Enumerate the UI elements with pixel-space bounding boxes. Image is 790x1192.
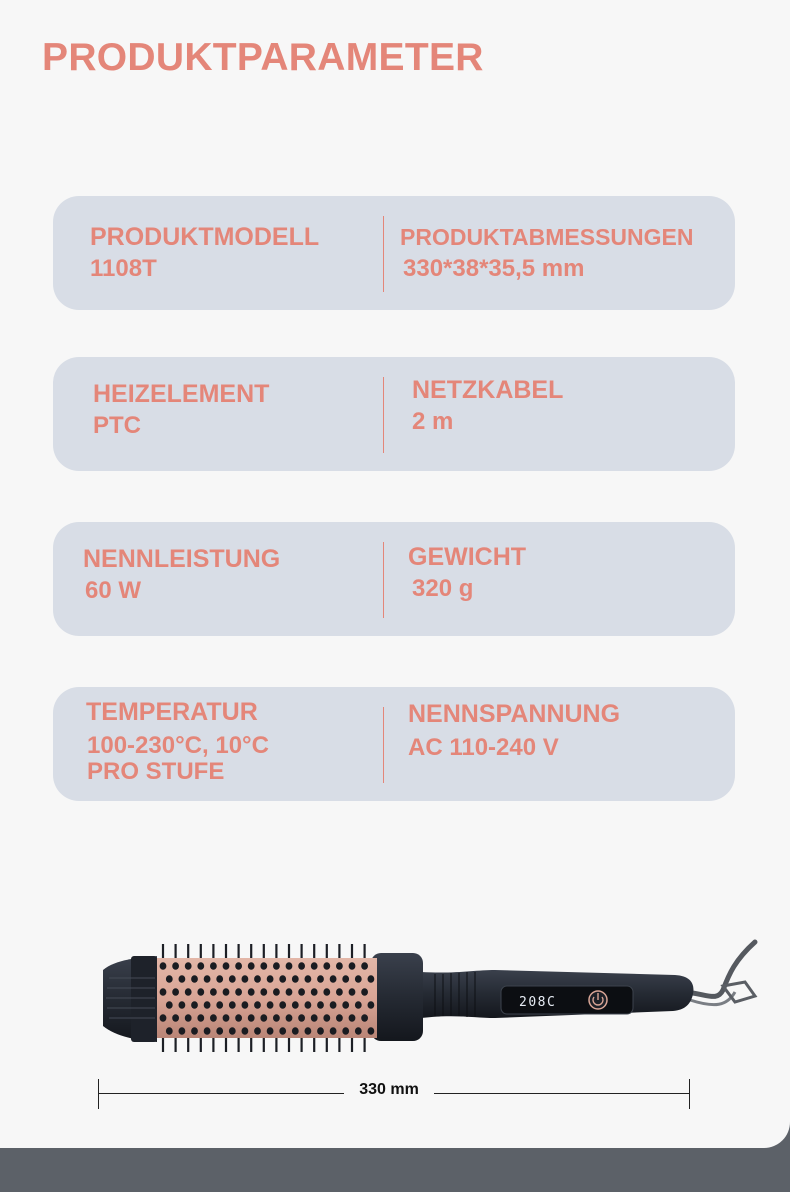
spec-value: AC 110-240 V — [408, 734, 559, 761]
power-cord — [685, 942, 755, 1005]
spec-label: PRODUKTMODELL — [90, 223, 320, 251]
spec-cell-cable — [412, 375, 563, 435]
spec-label: HEIZELEMENT — [93, 380, 270, 408]
brush-handle — [421, 970, 693, 1018]
spec-label: NETZKABEL — [412, 376, 564, 404]
spec-card-1 — [53, 196, 735, 310]
spec-cell-temperature — [86, 697, 269, 785]
dimension-line-left — [98, 1093, 344, 1094]
spec-cell-weight — [408, 542, 526, 602]
spec-cell-power — [83, 544, 280, 604]
spec-value: 330*38*35,5 mm — [403, 255, 585, 282]
spec-card-2 — [53, 357, 735, 471]
dimension-cap-left — [98, 1079, 99, 1109]
temperature-display: 208C — [519, 995, 557, 1010]
spec-value: 60 W — [85, 577, 142, 604]
spec-card-3 — [53, 522, 735, 636]
spec-value: PTC — [93, 412, 141, 439]
spec-cell-model — [90, 222, 319, 282]
length-dimension — [98, 1075, 690, 1111]
spec-cell-voltage — [408, 699, 620, 761]
spec-label: TEMPERATUR — [86, 698, 258, 726]
spec-value-line2: PRO STUFE — [87, 758, 225, 785]
spec-divider — [383, 707, 384, 783]
spec-cell-heating — [93, 379, 269, 439]
spec-label: NENNSPANNUNG — [408, 700, 621, 728]
brush-collar — [371, 953, 423, 1041]
spec-cell-dimensions — [400, 222, 693, 282]
spec-value-line1: 100-230°C, 10°C — [87, 732, 269, 759]
brush-tip — [103, 956, 157, 1042]
spec-divider — [383, 542, 384, 618]
spec-label: GEWICHT — [408, 543, 527, 571]
dimension-line-right — [434, 1093, 690, 1094]
hot-brush-illustration — [95, 930, 765, 1060]
page-title: PRODUKTPARAMETER — [42, 36, 484, 79]
spec-value: 1108T — [90, 255, 157, 282]
spec-value: 320 g — [412, 575, 474, 602]
dimension-cap-right — [689, 1079, 690, 1109]
spec-card-4 — [53, 687, 735, 801]
spec-divider — [383, 377, 384, 453]
spec-label: NENNLEISTUNG — [83, 545, 281, 573]
length-label: 330 mm — [359, 1081, 419, 1098]
brush-barrel — [155, 958, 377, 1038]
spec-divider — [383, 216, 384, 292]
spec-value: 2 m — [412, 408, 454, 435]
spec-label: PRODUKTABMESSUNGEN — [400, 224, 694, 250]
